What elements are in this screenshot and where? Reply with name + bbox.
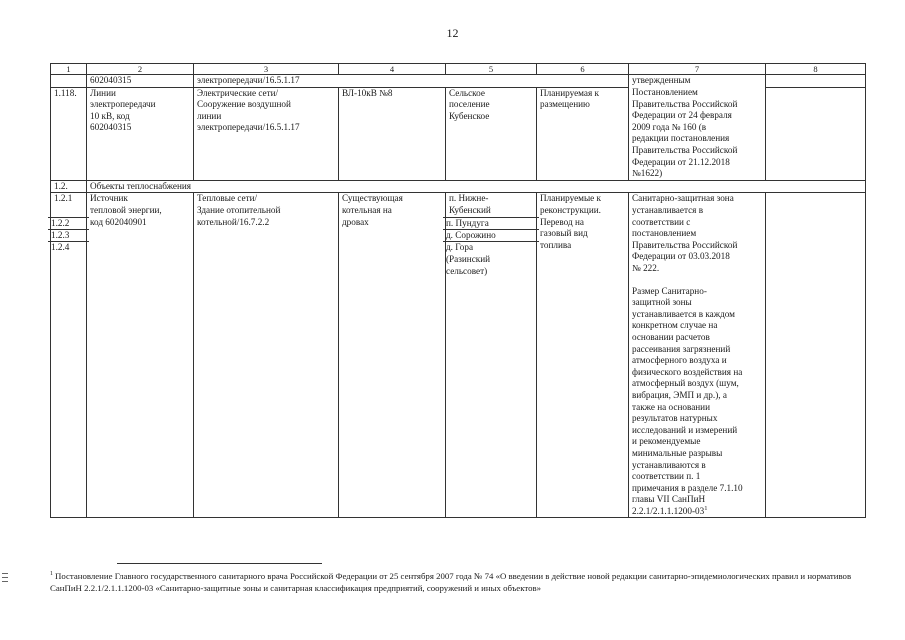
table-row-12x bbox=[51, 193, 866, 518]
footnote-mark: 1 bbox=[50, 571, 53, 578]
cell-locations bbox=[446, 193, 537, 518]
footnote-text: Постановление Главного государственного санитарного врача Российской Федерации от 25 сентября 2007 года № 74 «О введении в действие новой редакции санитарно-эпидемиологических правил и нормативов СанПиН 2.2.1/2.1.1.1200-03 «Санитарно-защитные зоны и санитарная классификация предприятий, сооружений и иных объектов» bbox=[50, 571, 852, 593]
column-header: 4 bbox=[339, 64, 446, 75]
table-row-continuation bbox=[51, 75, 866, 88]
zone-paragraph: Санитарно-защитная зона устанавливается в соответствии с постановлением Правительства Российской Федерации от 03.03.2018 № 222. bbox=[632, 193, 738, 273]
cell-location: Сельское поселение Кубенское bbox=[446, 87, 537, 180]
cell-number: 1.2. bbox=[51, 180, 87, 193]
column-header-row bbox=[51, 64, 866, 75]
row-number: 1.2.2 bbox=[48, 217, 89, 229]
cell-zone bbox=[629, 193, 766, 518]
cell-name: Линии электропередачи 10 кВ, код 602040315 bbox=[87, 87, 194, 180]
cell-number: 1.118. bbox=[51, 87, 87, 180]
column-header: 3 bbox=[194, 64, 339, 75]
cell-object: ВЛ-10кВ №8 bbox=[339, 87, 446, 180]
column-header: 8 bbox=[766, 64, 866, 75]
footnote-reference: 1 bbox=[704, 504, 708, 512]
footnote bbox=[50, 571, 865, 594]
cell-status: Планируемая к размещению bbox=[537, 87, 629, 180]
zone-paragraph: Размер Санитарно- защитной зоны устанавливается в каждом конкретном случае на основании расчетов рассеивания загрязнений атмосферного воздуха и физического воздействия на атмосферный воздух (шум, вибрация, ЭМП и др.), а также на основании результатов натурных исследований и измерений и рекомендуемые минимальные разрывы устанавливаются в соответствии п. 1 примечания в разделе 7.1.10 главы VII СанПиН $2.2.1/2.1.1.1200-03^1$ bbox=[632, 285, 743, 516]
footnote-divider bbox=[117, 563, 322, 564]
row-number: 1.2.1 bbox=[54, 193, 73, 204]
column-header: 2 bbox=[87, 64, 194, 75]
location-item: д. Сорожино bbox=[443, 229, 539, 241]
cell-numbers bbox=[51, 193, 87, 518]
cell-type: Тепловые сети/ Здание отопительной котельной/16.7.2.2 bbox=[194, 193, 339, 518]
column-header: 5 bbox=[446, 64, 537, 75]
page-number: 12 bbox=[446, 26, 459, 40]
column-header: 1 bbox=[51, 64, 87, 75]
cell-name: Источник тепловой энергии, код 602040901 bbox=[87, 193, 194, 518]
row-number: 1.2.4 bbox=[48, 241, 89, 254]
column-header: 6 bbox=[537, 64, 629, 75]
cell-zone: утвержденным bbox=[629, 75, 766, 88]
planning-table bbox=[50, 63, 866, 518]
cell-type: электропередачи/16.5.1.17 bbox=[194, 75, 629, 88]
location-item: д. Гора (Разинский сельсовет) bbox=[443, 241, 539, 277]
margin-mark bbox=[2, 581, 8, 582]
margin-mark bbox=[2, 573, 8, 574]
margin-mark bbox=[2, 577, 8, 578]
table-row-1118 bbox=[51, 87, 866, 180]
section-row-heat-supply bbox=[51, 180, 866, 193]
cell-zone: Постановлением Правительства Российской Федерации от 24 февраля 2009 года № 160 (в редакции постановления Правительства Российской Федерации от 21.12.2018 №1622) bbox=[629, 87, 766, 180]
cell-type: Электрические сети/ Сооружение воздушной линии электропередачи/16.5.1.17 bbox=[194, 87, 339, 180]
cell-code: 602040315 bbox=[87, 75, 194, 88]
location-item: п. Пундуга bbox=[443, 217, 539, 229]
column-header: 7 bbox=[629, 64, 766, 75]
cell-status: Планируемые к реконструкции. Перевод на газовый вид топлива bbox=[537, 193, 629, 518]
row-number: 1.2.3 bbox=[48, 229, 89, 241]
location-item: п. Нижне- Кубенский bbox=[449, 193, 491, 216]
section-title: Объекты теплоснабжения bbox=[87, 180, 866, 193]
cell-object: Существующая котельная на дровах bbox=[339, 193, 446, 518]
